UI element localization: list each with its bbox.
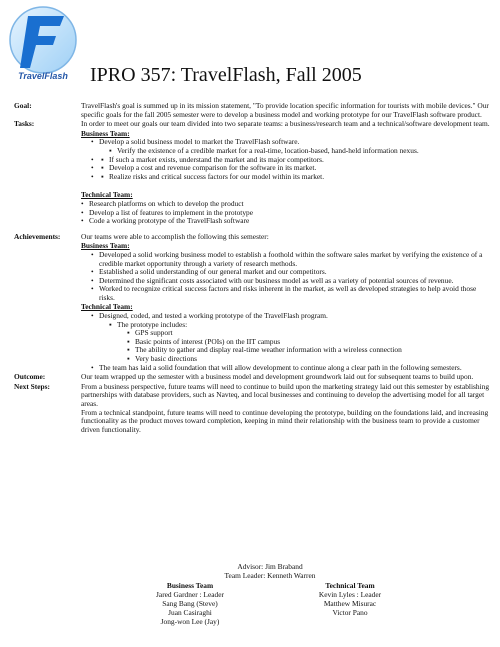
- team-member: Sang Bang (Steve): [162, 599, 218, 608]
- list-item: ▪ The ability to gather and display real-time weather information with a wireless connection: [127, 346, 492, 355]
- tasks-business-heading: Business Team:: [81, 128, 130, 138]
- next-steps-business: From a business perspective, future teams will need to continue to build upon the marketing strategy laid out this semester by establishing partnerships with database providers, such as Navteq, and local businesses and continuing to develop the advertising model for all target areas.: [81, 381, 490, 408]
- achievements-business-list: [81, 251, 492, 303]
- achievements-intro: Our teams were able to accomplish the following this semester:: [81, 231, 269, 241]
- next-steps-label: Next Steps:: [14, 381, 50, 391]
- achievements-label: Achievements:: [14, 231, 61, 241]
- business-team-column: [120, 581, 260, 626]
- business-team-heading: Business Team: [166, 581, 214, 590]
- list-item: • Developed a solid working business model to establish a foothold within the software sales market by verifying the existence of a credible market opportunity through a variety of research methods.: [91, 251, 492, 268]
- achievements-section: [14, 233, 492, 373]
- goal-section: [14, 102, 492, 119]
- list-item: • Research platforms on which to develop the product: [81, 200, 492, 209]
- team-credits: [120, 562, 420, 626]
- list-item: ▪ • Realize risks and critical success factors for our model within its market.: [91, 173, 492, 182]
- outcome-text: Our team wrapped up the semester with a business model and development groundwork laid out for subsequent teams to build upon.: [81, 372, 474, 382]
- achievements-technical-heading: Technical Team:: [81, 302, 133, 312]
- document-body: [14, 102, 492, 435]
- list-item: ▪ • Develop a cost and revenue comparison for the software in its market.: [91, 164, 492, 173]
- list-item: • Worked to recognize critical success factors and risks inherent in the market, as well as developed strategies to help avoid those risks.: [91, 285, 492, 302]
- team-member: Victor Pano: [332, 608, 368, 617]
- next-steps-technical: From a technical standpoint, future teams will need to continue developing the prototype, building on the foundations laid, and increasing functionality as the product moves toward completion, keeping in mind their relationship with the business team to provide a customer driven functionality.: [81, 407, 489, 434]
- goal-label: Goal:: [14, 101, 32, 110]
- travelflash-logo: [4, 4, 82, 82]
- tasks-intro: In order to meet our goals our team divided into two separate teams: a business/research team and a technical/software development team.: [81, 119, 490, 129]
- list-item: ▪ Verify the existence of a credible market for a real-time, location-based, hand-held information nexus.: [109, 147, 492, 156]
- goal-text: TravelFlash's goal is summed up in its mission statement, "To provide location specific information for tourists with mobile devices." Our specific goals for the fall 2005 semester were to develop a business model and working prototype for our TravelFlash software product.: [81, 101, 489, 119]
- list-item: • Designed, coded, and tested a working prototype of the TravelFlash program. ▪ The prototype includes: ▪ GPS support ▪ Basic points of interest (POIs) on the IIT campus ▪ The ability to gather and display real-time weather information with a wireless connection ▪ Very basic directions: [91, 312, 492, 364]
- tasks-technical-list: [81, 200, 492, 226]
- team-member: Jared Gardner : Leader: [156, 590, 224, 599]
- advisor: Advisor: Jim Braband: [237, 562, 303, 571]
- team-leader: Team Leader: Kenneth Warren: [224, 571, 316, 580]
- achievements-business-heading: Business Team:: [81, 241, 130, 251]
- logo-brand-text: TravelFlash: [18, 71, 68, 81]
- team-member: Juan Casiraghi: [168, 608, 212, 617]
- achievements-technical-list: [81, 312, 492, 372]
- list-item: ▪ GPS support: [127, 329, 492, 338]
- outcome-label: Outcome:: [14, 372, 46, 382]
- list-item: • The team has laid a solid foundation that will allow development to continue along a clear path in the following semesters.: [91, 364, 492, 373]
- tasks-technical-heading: Technical Team:: [81, 190, 133, 200]
- list-item: • Established a solid understanding of our general market and our competitors.: [91, 268, 492, 277]
- next-steps-section: [14, 383, 492, 435]
- team-member: Matthew Misurac: [323, 599, 377, 608]
- team-member: Kevin Lyles : Leader: [318, 590, 382, 599]
- team-member: Jong-won Lee (Jay): [160, 617, 220, 626]
- list-item: • Develop a list of features to implement in the prototype: [81, 209, 492, 218]
- tasks-label: Tasks:: [14, 119, 35, 129]
- tasks-business-list: [81, 138, 492, 181]
- technical-team-heading: Technical Team: [325, 581, 375, 590]
- list-item: • Determined the significant costs associated with our business model as well as a variety of potential sources of revenue.: [91, 277, 492, 286]
- list-item: • Develop a solid business model to market the TravelFlash software. ▪ Verify the existence of a credible market for a real-time, location-based, hand-held information nexus.: [91, 138, 492, 155]
- page-title: IPRO 357: TravelFlash, Fall 2005: [90, 64, 362, 86]
- list-item: ▪ The prototype includes: ▪ GPS support ▪ Basic points of interest (POIs) on the IIT campus ▪ The ability to gather and display real-time weather information with a wireless connection ▪ Very basic directions: [109, 321, 492, 364]
- list-item: ▪ Basic points of interest (POIs) on the IIT campus: [127, 338, 492, 347]
- list-item: ▪ • If such a market exists, understand the market and its major competitors.: [91, 156, 492, 165]
- tasks-section: [14, 120, 492, 226]
- list-item: ▪ Very basic directions: [127, 355, 492, 364]
- technical-team-column: [280, 581, 420, 626]
- outcome-section: [14, 373, 492, 382]
- list-item: • Code a working prototype of the TravelFlash software: [81, 217, 492, 226]
